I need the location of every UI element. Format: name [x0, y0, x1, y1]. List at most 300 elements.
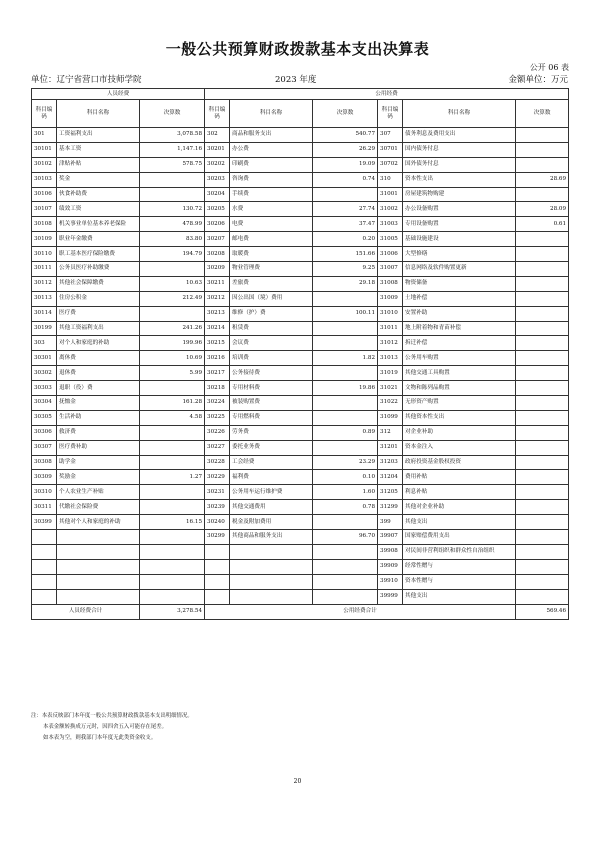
- item-amount: [140, 589, 205, 604]
- item-code: 30304: [32, 396, 57, 411]
- table-row: [32, 485, 569, 500]
- item-code: 30111: [32, 262, 57, 277]
- item-name: 其他交通工具购置: [403, 366, 516, 381]
- item-code: 30301: [32, 351, 57, 366]
- item-code: [32, 559, 57, 574]
- item-code: [32, 530, 57, 545]
- item-code: 39907: [378, 530, 403, 545]
- item-amount: [140, 500, 205, 515]
- item-code: 31013: [378, 351, 403, 366]
- item-amount: [516, 440, 569, 455]
- item-amount: 1.60: [313, 485, 378, 500]
- item-name: 离休费: [57, 351, 140, 366]
- item-amount: [516, 515, 569, 530]
- item-name: 其他支出: [403, 589, 516, 604]
- table-row: [32, 172, 569, 187]
- item-name: 生活补助: [57, 410, 140, 425]
- public-group-header: 公用经费: [205, 89, 569, 100]
- item-amount: [140, 530, 205, 545]
- item-code: 39910: [378, 574, 403, 589]
- item-code: 30201: [205, 142, 230, 157]
- item-amount: [140, 187, 205, 202]
- personnel-group-header: 人员经费: [32, 89, 205, 100]
- item-amount: [140, 485, 205, 500]
- item-amount: [516, 559, 569, 574]
- item-name: 土地补偿: [403, 291, 516, 306]
- item-amount: [516, 291, 569, 306]
- item-code: 30239: [205, 500, 230, 515]
- item-name: 职业年金缴费: [57, 232, 140, 247]
- item-amount: 130.72: [140, 202, 205, 217]
- item-amount: [516, 544, 569, 559]
- item-amount: 241.26: [140, 321, 205, 336]
- item-name: 经常性赠与: [403, 559, 516, 574]
- item-amount: 23.29: [313, 455, 378, 470]
- item-amount: [516, 574, 569, 589]
- item-name: 物资储备: [403, 276, 516, 291]
- item-amount: [516, 232, 569, 247]
- item-amount: [313, 291, 378, 306]
- item-name: 职工基本医疗保险缴费: [57, 247, 140, 262]
- item-code: 30103: [32, 172, 57, 187]
- footnote: 如本表为空，则我部门本年度无此类资金收支。: [43, 735, 157, 741]
- item-amount: 478.99: [140, 217, 205, 232]
- item-name: 信息网络及软件购置更新: [403, 262, 516, 277]
- item-name: 绩效工资: [57, 202, 140, 217]
- item-code: 30311: [32, 500, 57, 515]
- item-name: 租赁费: [230, 321, 313, 336]
- item-code: [205, 544, 230, 559]
- item-code: 30218: [205, 381, 230, 396]
- item-name: 其他对企业补助: [403, 500, 516, 515]
- item-code: 30207: [205, 232, 230, 247]
- item-amount: 10.63: [140, 276, 205, 291]
- item-amount: [516, 157, 569, 172]
- item-amount: [516, 470, 569, 485]
- page-title: 一般公共预算财政拨款基本支出决算表: [165, 40, 430, 58]
- item-code: 30202: [205, 157, 230, 172]
- item-amount: [140, 425, 205, 440]
- item-code: 30302: [32, 366, 57, 381]
- item-code: [32, 589, 57, 604]
- item-amount: [313, 321, 378, 336]
- item-amount: [140, 381, 205, 396]
- item-name: 对企业补助: [403, 425, 516, 440]
- item-name: 利息补贴: [403, 485, 516, 500]
- item-name: 国外债务付息: [403, 157, 516, 172]
- table-row: [32, 425, 569, 440]
- item-name: 手续费: [230, 187, 313, 202]
- item-code: 30209: [205, 262, 230, 277]
- table-row: [32, 544, 569, 559]
- item-name: 资本性支出: [403, 172, 516, 187]
- amount-header: 决算数: [516, 100, 569, 128]
- item-amount: 28.69: [516, 172, 569, 187]
- item-code: 30208: [205, 247, 230, 262]
- item-amount: [140, 306, 205, 321]
- item-name: 基础设施建设: [403, 232, 516, 247]
- fiscal-year: 2023 年度: [275, 75, 317, 85]
- item-amount: 9.25: [313, 262, 378, 277]
- item-name: 税金及附加费用: [230, 515, 313, 530]
- item-amount: [516, 366, 569, 381]
- table-row: [32, 530, 569, 545]
- item-code: 30113: [32, 291, 57, 306]
- item-amount: [140, 455, 205, 470]
- item-name: 救济费: [57, 425, 140, 440]
- item-name: 资本性赠与: [403, 574, 516, 589]
- item-amount: 3,078.58: [140, 128, 205, 143]
- item-name: [57, 530, 140, 545]
- item-amount: [516, 351, 569, 366]
- table-row: [32, 440, 569, 455]
- item-code: 307: [378, 128, 403, 143]
- item-code: 30102: [32, 157, 57, 172]
- item-name: 伙食补助费: [57, 187, 140, 202]
- item-code: 31007: [378, 262, 403, 277]
- item-code: 30212: [205, 291, 230, 306]
- footnote: 本表金额转换成万元时，因四舍五入可能存在尾差。: [43, 724, 167, 730]
- item-amount: 19.86: [313, 381, 378, 396]
- table-row: [32, 321, 569, 336]
- table-row: [32, 306, 569, 321]
- item-amount: 199.96: [140, 336, 205, 351]
- item-name: [230, 589, 313, 604]
- item-name: 拆迁补偿: [403, 336, 516, 351]
- item-amount: [140, 172, 205, 187]
- item-amount: 540.77: [313, 128, 378, 143]
- table-row: [32, 247, 569, 262]
- item-code: 31204: [378, 470, 403, 485]
- item-amount: [313, 589, 378, 604]
- item-code: 30399: [32, 515, 57, 530]
- item-name: [57, 544, 140, 559]
- item-amount: [516, 455, 569, 470]
- item-name: 抚恤金: [57, 396, 140, 411]
- item-name: 其他商品和服务支出: [230, 530, 313, 545]
- item-name: [57, 589, 140, 604]
- item-amount: 0.78: [313, 500, 378, 515]
- item-name: 大型修缮: [403, 247, 516, 262]
- item-amount: 0.10: [313, 470, 378, 485]
- item-code: 31205: [378, 485, 403, 500]
- item-name: 电费: [230, 217, 313, 232]
- item-code: 30107: [32, 202, 57, 217]
- item-name: 因公出国（境）费用: [230, 291, 313, 306]
- page-number: 20: [293, 778, 302, 785]
- item-code: 301: [32, 128, 57, 143]
- form-code: 公开 06 表: [529, 63, 569, 72]
- item-name: 其他交通费用: [230, 500, 313, 515]
- item-code: 30199: [32, 321, 57, 336]
- item-code: 30108: [32, 217, 57, 232]
- item-amount: [140, 559, 205, 574]
- table-row: [32, 217, 569, 232]
- item-amount: 1,147.16: [140, 142, 205, 157]
- table-row: [32, 232, 569, 247]
- item-name: [230, 559, 313, 574]
- item-code: 30310: [32, 485, 57, 500]
- item-code: 30101: [32, 142, 57, 157]
- item-amount: 10.69: [140, 351, 205, 366]
- item-code: 31203: [378, 455, 403, 470]
- item-amount: [313, 187, 378, 202]
- item-name: [230, 544, 313, 559]
- item-code: [32, 574, 57, 589]
- report-meta: [31, 73, 568, 85]
- totals-row: [32, 604, 569, 619]
- footnote: 注：本表反映部门本年度一般公共预算财政拨款基本支出明细情况。: [31, 713, 193, 719]
- item-code: 30109: [32, 232, 57, 247]
- table-row: [32, 142, 569, 157]
- table-row: [32, 410, 569, 425]
- item-amount: 0.20: [313, 232, 378, 247]
- table-row: [32, 187, 569, 202]
- table-row: [32, 128, 569, 143]
- item-amount: [516, 187, 569, 202]
- name-header: 科目名称: [403, 100, 516, 128]
- item-amount: [516, 410, 569, 425]
- item-amount: 100.11: [313, 306, 378, 321]
- table-row: [32, 455, 569, 470]
- item-name: 咨询费: [230, 172, 313, 187]
- item-name: 对个人和家庭的补助: [57, 336, 140, 351]
- table-row: [32, 276, 569, 291]
- item-amount: [313, 366, 378, 381]
- item-code: [205, 574, 230, 589]
- item-code: 39999: [378, 589, 403, 604]
- table-row: [32, 202, 569, 217]
- item-amount: 29.18: [313, 276, 378, 291]
- item-name: 工会经费: [230, 455, 313, 470]
- item-code: 30228: [205, 455, 230, 470]
- item-code: 30303: [32, 381, 57, 396]
- item-amount: [516, 336, 569, 351]
- item-code: 30213: [205, 306, 230, 321]
- item-amount: [516, 530, 569, 545]
- item-amount: 161.28: [140, 396, 205, 411]
- item-name: 地上附着物和青苗补偿: [403, 321, 516, 336]
- item-amount: [313, 336, 378, 351]
- item-code: 30231: [205, 485, 230, 500]
- amount-unit: 金额单位：万元: [508, 75, 568, 85]
- item-name: 费用补贴: [403, 470, 516, 485]
- item-code: 30215: [205, 336, 230, 351]
- item-code: 30227: [205, 440, 230, 455]
- item-amount: 16.15: [140, 515, 205, 530]
- item-amount: [516, 306, 569, 321]
- item-name: 奖励金: [57, 470, 140, 485]
- item-code: 30217: [205, 366, 230, 381]
- public-total-label: 公用经费合计: [205, 604, 516, 619]
- item-amount: [516, 262, 569, 277]
- code-header: 科目编码: [32, 100, 57, 128]
- item-amount: 194.79: [140, 247, 205, 262]
- item-amount: [516, 142, 569, 157]
- item-code: 30216: [205, 351, 230, 366]
- table-row: [32, 515, 569, 530]
- item-amount: [516, 381, 569, 396]
- item-name: [57, 574, 140, 589]
- item-code: 30307: [32, 440, 57, 455]
- reporting-unit: 单位：辽宁省营口市技师学院: [31, 75, 142, 85]
- item-name: 奖金: [57, 172, 140, 187]
- table-row: [32, 500, 569, 515]
- item-amount: [516, 589, 569, 604]
- item-name: 委托业务费: [230, 440, 313, 455]
- item-amount: [140, 544, 205, 559]
- item-name: 国家赔偿费用支出: [403, 530, 516, 545]
- item-code: 30226: [205, 425, 230, 440]
- item-amount: 83.80: [140, 232, 205, 247]
- item-code: 31003: [378, 217, 403, 232]
- item-name: 差旅费: [230, 276, 313, 291]
- item-code: [205, 559, 230, 574]
- item-name: 福利费: [230, 470, 313, 485]
- item-name: 其他资本性支出: [403, 410, 516, 425]
- item-name: 印刷费: [230, 157, 313, 172]
- item-amount: [516, 276, 569, 291]
- item-name: 资本金注入: [403, 440, 516, 455]
- item-amount: 5.99: [140, 366, 205, 381]
- item-name: 会议费: [230, 336, 313, 351]
- item-code: 30112: [32, 276, 57, 291]
- item-amount: 0.89: [313, 425, 378, 440]
- item-amount: [313, 559, 378, 574]
- item-amount: [313, 396, 378, 411]
- item-code: 31001: [378, 187, 403, 202]
- item-name: 工资福利支出: [57, 128, 140, 143]
- item-name: 公务用车运行维护费: [230, 485, 313, 500]
- item-name: 劳务费: [230, 425, 313, 440]
- item-code: 30110: [32, 247, 57, 262]
- table-row: [32, 366, 569, 381]
- item-code: [205, 589, 230, 604]
- item-name: 专用材料费: [230, 381, 313, 396]
- item-code: 31002: [378, 202, 403, 217]
- table-row: [32, 336, 569, 351]
- amount-header: 决算数: [140, 100, 205, 128]
- item-amount: [516, 321, 569, 336]
- item-code: 30299: [205, 530, 230, 545]
- item-code: 31201: [378, 440, 403, 455]
- item-code: 31005: [378, 232, 403, 247]
- item-code: 30114: [32, 306, 57, 321]
- item-code: 399: [378, 515, 403, 530]
- item-code: 30224: [205, 396, 230, 411]
- table-row: [32, 262, 569, 277]
- item-code: 31008: [378, 276, 403, 291]
- item-name: 个人农业生产补贴: [57, 485, 140, 500]
- item-amount: 578.75: [140, 157, 205, 172]
- item-name: 基本工资: [57, 142, 140, 157]
- item-code: 31012: [378, 336, 403, 351]
- item-name: 国内债务付息: [403, 142, 516, 157]
- item-code: 31011: [378, 321, 403, 336]
- item-code: 30305: [32, 410, 57, 425]
- item-code: 31299: [378, 500, 403, 515]
- table-row: [32, 291, 569, 306]
- table-row: [32, 351, 569, 366]
- item-amount: 26.29: [313, 142, 378, 157]
- item-amount: [140, 574, 205, 589]
- item-amount: 0.61: [516, 217, 569, 232]
- item-code: 31021: [378, 381, 403, 396]
- item-name: 其他对个人和家庭的补助: [57, 515, 140, 530]
- table-row: [32, 157, 569, 172]
- item-name: 津贴补贴: [57, 157, 140, 172]
- item-name: [57, 559, 140, 574]
- item-code: 30214: [205, 321, 230, 336]
- name-header: 科目名称: [57, 100, 140, 128]
- item-name: 文物和陈列品购置: [403, 381, 516, 396]
- item-amount: 19.09: [313, 157, 378, 172]
- item-code: 30106: [32, 187, 57, 202]
- item-name: 政府投资基金股权投资: [403, 455, 516, 470]
- item-amount: 27.74: [313, 202, 378, 217]
- item-name: 专用燃料费: [230, 410, 313, 425]
- item-amount: [516, 485, 569, 500]
- item-name: 邮电费: [230, 232, 313, 247]
- item-amount: [313, 410, 378, 425]
- item-amount: 4.58: [140, 410, 205, 425]
- item-code: 30225: [205, 410, 230, 425]
- item-name: 培训费: [230, 351, 313, 366]
- personnel-total-label: 人员经费合计: [32, 604, 140, 619]
- item-name: 医疗费补助: [57, 440, 140, 455]
- table-row: [32, 574, 569, 589]
- item-code: 31099: [378, 410, 403, 425]
- item-amount: [313, 515, 378, 530]
- item-amount: 0.74: [313, 172, 378, 187]
- item-code: 30308: [32, 455, 57, 470]
- item-name: 退休费: [57, 366, 140, 381]
- item-amount: 151.66: [313, 247, 378, 262]
- item-name: 债务利息及费用支出: [403, 128, 516, 143]
- item-name: 公务接待费: [230, 366, 313, 381]
- item-name: 物业管理费: [230, 262, 313, 277]
- item-amount: 212.49: [140, 291, 205, 306]
- personnel-total-value: 3,278.54: [140, 604, 205, 619]
- item-code: 31006: [378, 247, 403, 262]
- item-amount: [516, 247, 569, 262]
- amount-header: 决算数: [313, 100, 378, 128]
- item-name: 专用设备购置: [403, 217, 516, 232]
- item-code: 31019: [378, 366, 403, 381]
- item-code: 30229: [205, 470, 230, 485]
- item-code: 30204: [205, 187, 230, 202]
- item-code: 31010: [378, 306, 403, 321]
- code-header: 科目编码: [378, 100, 403, 128]
- item-name: 代缴社会保险费: [57, 500, 140, 515]
- item-name: 机关事业单位基本养老保险: [57, 217, 140, 232]
- table-row: [32, 589, 569, 604]
- item-code: 39908: [378, 544, 403, 559]
- item-amount: [313, 574, 378, 589]
- item-code: 312: [378, 425, 403, 440]
- table-row: [32, 470, 569, 485]
- item-code: 30306: [32, 425, 57, 440]
- item-amount: [516, 500, 569, 515]
- item-name: 无形资产购置: [403, 396, 516, 411]
- item-code: 302: [205, 128, 230, 143]
- item-amount: [313, 440, 378, 455]
- item-code: 31009: [378, 291, 403, 306]
- item-code: 310: [378, 172, 403, 187]
- item-amount: 1.27: [140, 470, 205, 485]
- item-code: 30211: [205, 276, 230, 291]
- item-name: 其他社会保障缴费: [57, 276, 140, 291]
